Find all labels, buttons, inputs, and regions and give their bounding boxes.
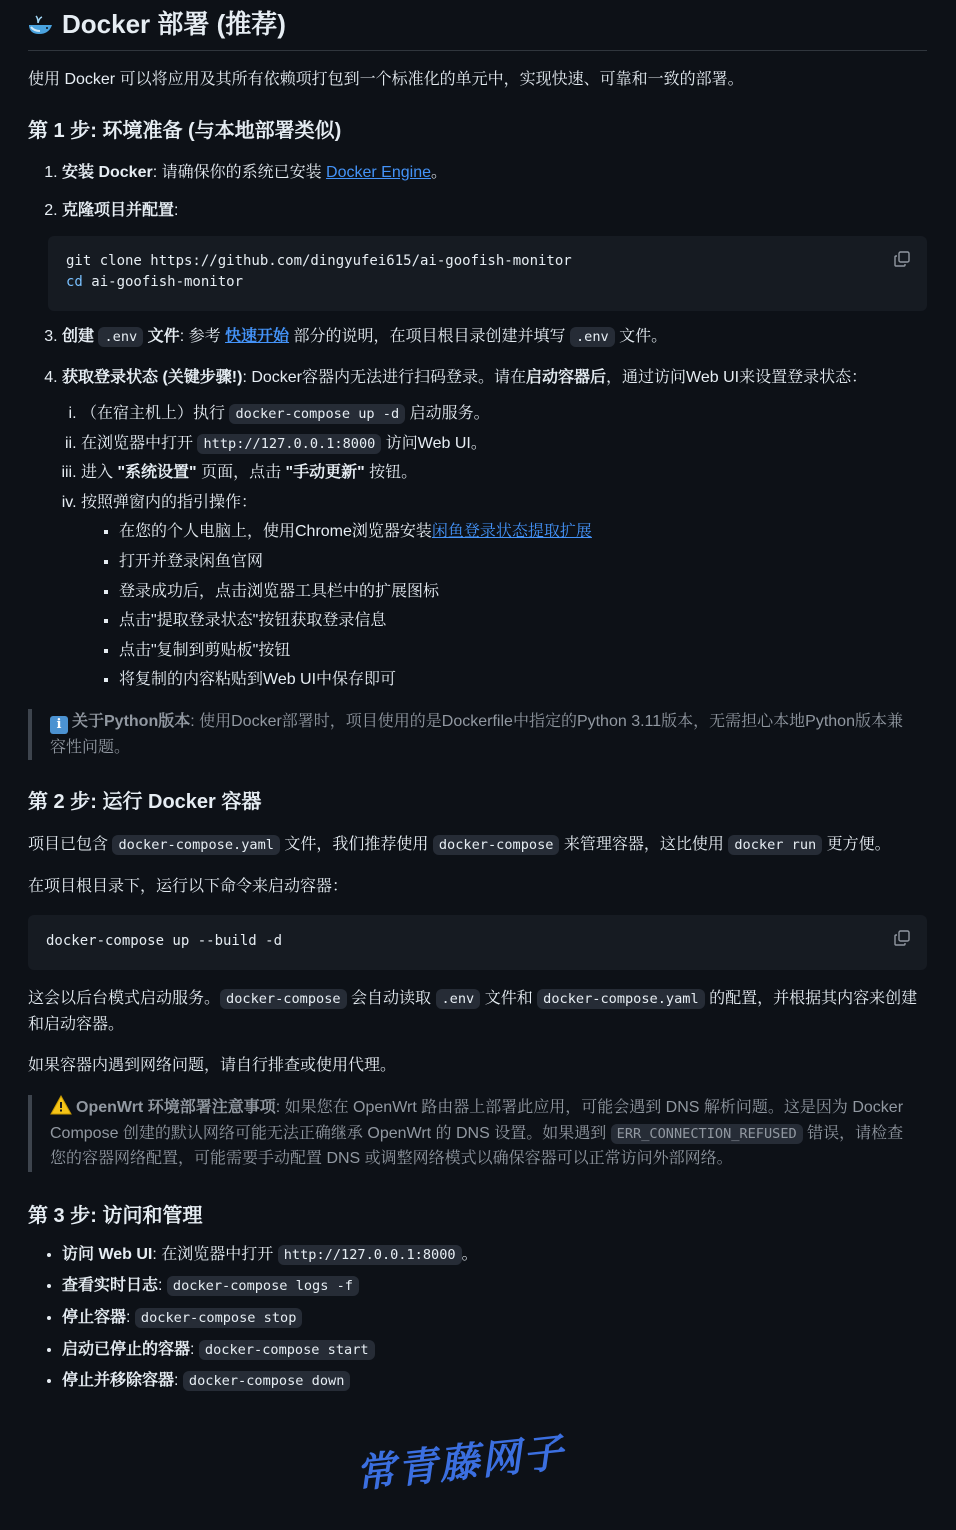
info-icon: i: [50, 716, 68, 734]
substep-text: 进入: [81, 464, 118, 482]
quick-start-link[interactable]: 快速开始: [225, 327, 290, 345]
item-end: 。: [461, 1245, 478, 1263]
docker-engine-link[interactable]: Docker Engine: [326, 163, 431, 181]
extension-link[interactable]: 闲鱼登录状态提取扩展: [431, 523, 592, 541]
substep-text: （在宿主机上）执行: [81, 404, 230, 422]
substep-follow: [81, 490, 927, 693]
inline-code: ERR_CONNECTION_REFUSED: [611, 1124, 803, 1144]
watermark: 常青藤网子: [353, 1429, 568, 1498]
run-code-block: [28, 915, 927, 970]
text: 更方便。: [822, 836, 891, 854]
warning-text: 错误，请检查您的容器网络配置，可能需要手动配置 DNS 或调整网络模式以确保容器可以正常访问外部网络。: [50, 1124, 904, 1168]
substep-text: 启动服务。: [405, 404, 490, 422]
list-item: ▪ 点击"提取登录状态"按钮获取登录信息: [119, 608, 927, 634]
install-end: 。: [431, 163, 448, 181]
substep-settings: [81, 460, 927, 486]
text: 来管理容器，这比使用: [559, 836, 729, 854]
note-text: : 使用Docker部署时，项目使用的是Dockerfile中指定的Python 3.11版本，无需担心本地Python版本兼容性问题。: [50, 712, 903, 756]
list-item: ▪ 将复制的内容粘贴到Web UI中保存即可: [119, 667, 927, 693]
step1-list: [28, 160, 927, 693]
env-text2: 部分的说明，在项目根目录创建并填写: [289, 327, 570, 345]
step2-paragraph-2: 在项目根目录下，运行以下命令来启动容器：: [28, 877, 349, 895]
inline-code: docker-compose.yaml: [537, 989, 705, 1009]
login-substeps: [27, 401, 927, 693]
warning-icon: [50, 1095, 72, 1115]
inline-code: docker-compose: [220, 989, 347, 1009]
inline-code: docker-compose stop: [135, 1308, 303, 1328]
text: 会自动读取: [346, 990, 436, 1008]
text: 这会以后台模式启动服务。: [28, 990, 221, 1008]
substep-bold: "系统设置": [117, 464, 197, 482]
copy-icon[interactable]: [893, 250, 911, 268]
inline-code: docker-compose start: [199, 1340, 375, 1360]
step2-paragraph-1: [28, 832, 927, 858]
text: 文件，我们推荐使用: [279, 836, 433, 854]
substep-code: docker-compose up -d: [229, 404, 405, 424]
substep-text: 按钮。: [364, 464, 418, 482]
item-label: 查看实时日志: [62, 1277, 159, 1295]
code-line: [66, 272, 909, 293]
inline-code: docker-compose logs -f: [167, 1276, 359, 1296]
step3-heading: 第 3 步: 访问和管理: [28, 1204, 203, 1227]
step1-item-env: [62, 324, 927, 350]
item-label: 停止并移除容器: [62, 1372, 175, 1390]
intro-text: 使用 Docker 可以将应用及其所有依赖项打包到一个标准化的单元中，实现快速、可靠和一致的部署。: [28, 71, 744, 88]
substep-text: 访问Web UI。: [381, 434, 487, 452]
note-label: 关于Python版本: [72, 712, 191, 730]
env-text3: 文件。: [614, 327, 668, 345]
code-line: git clone https://github.com/dingyufei615/ai-goofish-monitor: [66, 252, 572, 269]
copy-icon[interactable]: [893, 929, 911, 947]
code-line: docker-compose up --build -d: [46, 933, 283, 950]
step1-item-install: [62, 160, 927, 186]
whale-icon: [28, 14, 54, 36]
item-label: 停止容器: [62, 1309, 127, 1327]
list-item: ▪ 点击"复制到剪贴板"按钮: [119, 638, 927, 664]
page-title-text: Docker 部署 (推荐): [62, 9, 286, 40]
substep-text: 按照弹窗内的指引操作：: [81, 493, 258, 511]
list-item-text: 在您的个人电脑上，使用Chrome浏览器安装: [119, 523, 432, 541]
clone-label: 克隆项目并配置: [62, 202, 175, 220]
text: 的配置，并根据其内容来创建和启动容器。: [28, 990, 918, 1033]
env-label-create: 创建: [62, 327, 95, 345]
step1-item-clone: [62, 198, 927, 311]
code-keyword: cd: [66, 273, 83, 290]
item-text: :: [126, 1309, 135, 1327]
clone-colon: :: [174, 202, 179, 220]
inline-code: docker-compose: [433, 835, 560, 855]
list-item: [62, 1242, 927, 1268]
readme-content: [28, 0, 927, 1394]
substep-text: 在浏览器中打开: [81, 434, 198, 452]
list-item: [62, 1368, 927, 1394]
step2-heading: 第 2 步: 运行 Docker 容器: [28, 791, 262, 814]
substep-text: 页面，点击: [196, 464, 286, 482]
item-text: :: [158, 1277, 167, 1295]
substep-run: [81, 401, 927, 427]
list-item: ▪ 登录成功后，点击浏览器工具栏中的扩展图标: [119, 579, 927, 605]
openwrt-warning: [28, 1095, 927, 1172]
text: 文件和: [480, 990, 538, 1008]
env-code: .env: [98, 327, 143, 347]
list-item: [62, 1273, 927, 1299]
step2-paragraph-4: 如果容器内遇到网络问题，请自行排查或使用代理。: [28, 1057, 397, 1075]
substep-bold: "手动更新": [285, 464, 365, 482]
login-text: : Docker容器内无法进行扫码登录。请在: [242, 369, 527, 387]
login-label: 获取登录状态 (关键步骤!): [62, 369, 243, 387]
python-note: [28, 709, 927, 760]
list-item: [119, 519, 927, 545]
warning-text: : 如果您在 OpenWrt 路由器上部署此应用，可能会遇到 DNS 解析问题。这是因为 Docker Compose 创建的默认网络可能无法正确继承 OpenWrt 的 DNS 设置。如果遇到: [50, 1099, 904, 1142]
step2-paragraph-3: [28, 986, 927, 1037]
list-item: ▪ 打开并登录闲鱼官网: [119, 549, 927, 575]
warning-label: OpenWrt 环境部署注意事项: [76, 1099, 276, 1117]
code-text: ai-goofish-monitor: [82, 273, 244, 290]
login-text2: ，通过访问Web UI来设置登录状态：: [606, 369, 868, 387]
item-text: :: [174, 1372, 183, 1390]
step1-item-login: [62, 365, 927, 693]
text: 项目已包含: [28, 836, 113, 854]
page-title: [28, 0, 927, 51]
list-item: [62, 1305, 927, 1331]
substep-open: [81, 431, 927, 457]
inline-code: docker-compose down: [183, 1371, 351, 1391]
inline-code: docker run: [728, 835, 822, 855]
install-text: : 请确保你的系统已安装: [152, 163, 327, 181]
inline-code: docker-compose.yaml: [112, 835, 280, 855]
list-item: [62, 1337, 927, 1363]
env-code: .env: [570, 327, 615, 347]
install-label: 安装 Docker: [62, 163, 153, 181]
instruction-list: [81, 519, 927, 693]
item-label: 启动已停止的容器: [62, 1340, 191, 1358]
login-bold: 启动容器后: [526, 369, 607, 387]
item-text: : 在浏览器中打开: [152, 1245, 278, 1263]
clone-code-block: [48, 236, 927, 311]
step3-list: [28, 1242, 927, 1394]
env-label-file: 文件: [147, 327, 180, 345]
substep-code: http://127.0.0.1:8000: [197, 434, 381, 454]
step1-heading: 第 1 步: 环境准备 (与本地部署类似): [28, 119, 342, 142]
env-text: : 参考: [179, 327, 226, 345]
inline-code: .env: [436, 989, 481, 1009]
item-text: :: [190, 1340, 199, 1358]
inline-code: http://127.0.0.1:8000: [278, 1245, 462, 1265]
item-label: 访问 Web UI: [62, 1245, 153, 1263]
